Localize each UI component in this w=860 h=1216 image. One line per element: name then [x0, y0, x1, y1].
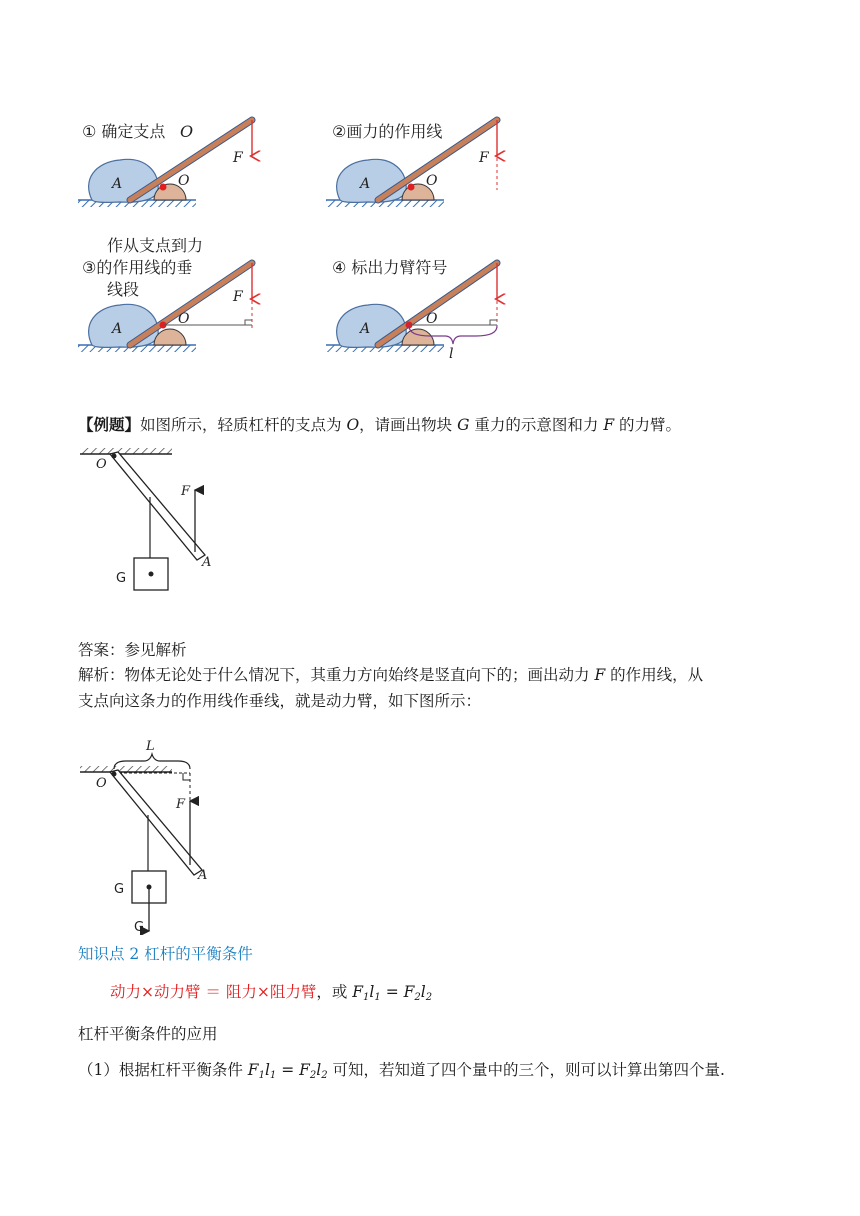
step-3-label-line-1: 作从支点到力: [107, 236, 204, 255]
svg-text:F: F: [479, 150, 489, 166]
example-diagram: [70, 440, 270, 600]
svg-text:F: F: [176, 797, 186, 812]
step-1-symbol: O: [180, 122, 194, 141]
svg-text:G: G: [116, 571, 127, 586]
svg-text:A: A: [198, 868, 208, 883]
svg-text:A: A: [360, 176, 371, 192]
kp2-application-title: 杠杆平衡条件的应用: [78, 1025, 218, 1043]
svg-text:A: A: [112, 176, 123, 192]
svg-text:O: O: [178, 311, 190, 327]
example-tag: 【例题】: [78, 415, 141, 434]
svg-text:O: O: [426, 311, 438, 327]
svg-text:O: O: [96, 457, 107, 472]
fulcrum-dot: [160, 184, 167, 191]
svg-text:A: A: [360, 321, 371, 337]
step-1-diagram: [78, 120, 252, 207]
svg-text:L: L: [146, 739, 155, 754]
step-2-diagram: [326, 120, 497, 207]
step-4-diagram: [326, 258, 497, 362]
rock-a: [89, 159, 159, 202]
svg-text:O: O: [96, 776, 107, 791]
svg-text:A: A: [112, 321, 123, 337]
svg-text:O: O: [426, 173, 438, 189]
solution-diagram: [70, 735, 270, 935]
step-diagrams: [0, 0, 860, 380]
svg-text:A: A: [202, 555, 212, 570]
step-3-diagram: [78, 236, 252, 352]
example-prompt: 【例题】如图所示，轻质杠杆的支点为 O，请画出物块 G 重力的示意图和力 F 的力臂。: [78, 415, 682, 434]
balance-equation: $F_1l_1 = F_2l_2$: [352, 983, 433, 1003]
step-3-label-line-2: ③的作用线的垂: [82, 258, 193, 277]
svg-text:G: G: [134, 920, 145, 935]
svg-text:F: F: [233, 150, 243, 166]
kp2-item-1: （1）根据杠杆平衡条件 $F_1l_1 = F_2l_2$ 可知，若知道了四个量中的三个，则可以计算出第四个量.: [78, 1061, 725, 1081]
svg-text:F: F: [233, 289, 243, 305]
analysis-line-1: 解析：物体无论处于什么情况下，其重力方向始终是竖直向下的；画出动力 F 的作用线，从: [78, 666, 704, 684]
svg-text:F: F: [181, 484, 191, 499]
svg-text:l: l: [449, 346, 454, 362]
answer-text: 答案：参见解析: [78, 641, 187, 659]
step-2-label: ②画力的作用线: [332, 122, 443, 141]
step-4-label: ④ 标出力臂符号: [332, 258, 448, 277]
kp2-title: 知识点 2 杠杆的平衡条件: [78, 945, 253, 963]
svg-text:O: O: [178, 173, 190, 189]
analysis-line-2: 支点向这条力的作用线作垂线，就是动力臂，如下图所示：: [78, 692, 482, 710]
step-1-label: ① 确定支点: [82, 122, 166, 141]
kp2-formula: 动力×动力臂 ＝ 阻力×阻力臂，或 $F_1l_1 = F_2l_2$: [110, 983, 433, 1003]
svg-text:G: G: [114, 882, 125, 897]
step-3-label-line-3: 线段: [107, 280, 140, 299]
